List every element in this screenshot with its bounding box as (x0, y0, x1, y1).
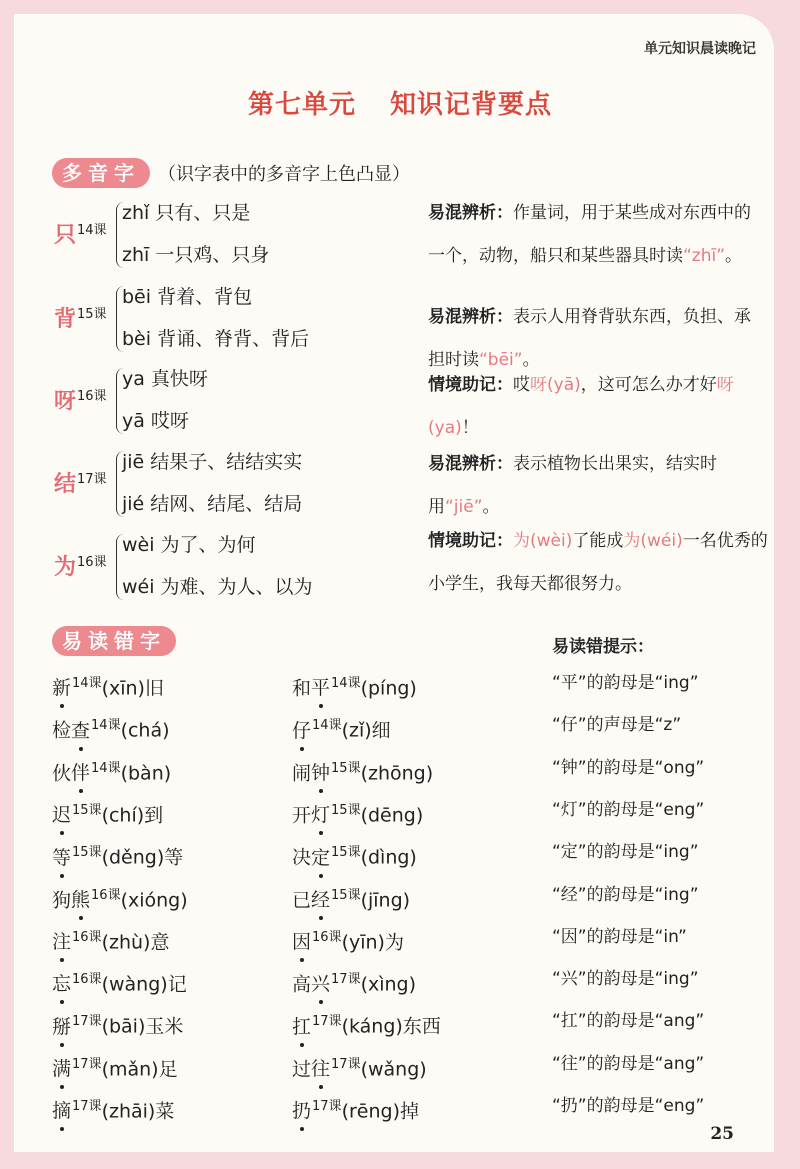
duoyin-char-text: 结 (54, 472, 77, 497)
misread-hint: “兴”的韵母是“ing” (552, 969, 699, 990)
duoyin-char (54, 467, 107, 498)
lesson-tag: 17课 (312, 1099, 342, 1114)
lesson-tag: 14课 (312, 718, 342, 734)
word-key-char: 熊 (71, 885, 90, 912)
word-pinyin: (zhāi) (101, 1100, 156, 1123)
word-pinyin: (dēng) (360, 804, 424, 827)
misread-word (292, 1010, 441, 1038)
misread-word (52, 968, 187, 996)
word-key-char: 灯 (311, 800, 330, 827)
tip-ya (428, 364, 758, 450)
unit-name: 第七单元 (247, 90, 356, 120)
lesson-tag: 16课 (91, 887, 121, 903)
word-key-char: 掰 (52, 1012, 71, 1039)
word-key-char: 迟 (52, 800, 71, 827)
word-key-char: 满 (52, 1054, 71, 1081)
lesson-tag: 15课 (331, 802, 361, 818)
misread-hint: “定”的韵母是“ing” (552, 842, 699, 863)
lesson-tag: 15课 (331, 887, 361, 903)
tip-end: ！ (461, 418, 479, 438)
misread-word (52, 672, 164, 700)
tip-jie (428, 443, 758, 529)
word-prefix: 高 (292, 973, 312, 996)
duoyin-char-text: 呀 (54, 389, 77, 414)
word-pinyin: (zhù) (101, 931, 151, 954)
header-title: 单元知识晨读晚记 (644, 41, 756, 57)
duoyin-reading: ya 真快呀 (122, 368, 208, 390)
word-prefix: 狗 (52, 888, 72, 911)
misread-word (292, 968, 416, 996)
lesson-tag: 17课 (331, 972, 361, 988)
duoyin-reading: wéi 为难、为人、以为 (122, 576, 313, 598)
misread-word (292, 1053, 427, 1081)
lesson-tag: 14课 (77, 222, 107, 238)
tip-pinyin: “bēi” (479, 350, 523, 370)
duoyin-reading: bēi 背着、背包 (122, 286, 253, 308)
word-prefix: 开 (292, 804, 312, 827)
duoyin-char-text: 只 (54, 223, 77, 248)
word-key-char: 往 (311, 1054, 330, 1081)
lesson-tag: 15课 (331, 760, 361, 776)
word-pinyin: (mǎn) (101, 1058, 159, 1081)
misread-word (52, 799, 163, 827)
tip-label: 易混辨析： (428, 203, 513, 223)
word-key-char: 等 (52, 843, 71, 870)
misread-word (52, 714, 170, 742)
duoyin-reading: zhī 一只鸡、只身 (122, 244, 270, 266)
lesson-tag: 17课 (77, 471, 107, 487)
tip-end: 。 (482, 497, 500, 517)
word-suffix: 到 (144, 804, 164, 827)
lesson-tag: 15课 (72, 802, 102, 818)
duoyin-char (54, 384, 107, 415)
word-key-char: 平 (311, 673, 330, 700)
word-key-char: 仔 (292, 716, 311, 743)
word-pinyin: (zhōng) (360, 761, 434, 784)
tip-pinyin: 呀(yā) (530, 375, 581, 395)
misread-word (52, 757, 171, 785)
word-pinyin: (xìng) (360, 973, 417, 996)
word-key-char: 新 (52, 673, 71, 700)
lesson-tag: 17课 (72, 1056, 102, 1072)
word-suffix: 东西 (402, 1015, 441, 1038)
tip-label: 易混辨析： (428, 307, 513, 327)
lesson-tag: 16课 (77, 388, 107, 404)
word-key-char: 因 (292, 927, 311, 954)
tip-end: 。 (522, 350, 540, 370)
misread-hint: “往”的韵母是“ang” (552, 1053, 705, 1074)
tip-zhi (428, 192, 758, 278)
misread-word (52, 884, 188, 912)
duoyin-note: （识字表中的多音字上色凸显） (158, 164, 410, 185)
duoyin-reading: wèi 为了、为何 (122, 534, 256, 556)
word-pinyin: (píng) (360, 677, 417, 700)
tip-end: 。 (725, 246, 743, 266)
word-suffix: 玉米 (145, 1015, 184, 1038)
lesson-tag: 17课 (72, 1099, 102, 1114)
lesson-tag: 17课 (72, 1014, 102, 1030)
lesson-tag: 16课 (312, 929, 342, 945)
yidu-label: 易读错字 (52, 626, 176, 656)
word-pinyin: (wàng) (101, 973, 168, 996)
misread-word (52, 1095, 174, 1123)
lesson-tag: 16课 (72, 972, 102, 988)
word-key-char: 兴 (311, 969, 330, 996)
word-prefix: 检 (52, 719, 72, 742)
word-suffix: 意 (150, 931, 170, 954)
lesson-tag: 15课 (72, 845, 102, 861)
misread-hint: “经”的韵母是“ing” (552, 884, 699, 905)
word-prefix: 决 (292, 846, 312, 869)
word-pinyin: (xīn) (101, 677, 145, 700)
misread-word (292, 884, 410, 912)
unit-topic: 知识记背要点 (390, 90, 553, 120)
unit-title (0, 84, 800, 121)
tip-text: 哎 (513, 375, 530, 395)
word-pinyin: (yīn) (341, 931, 385, 954)
duoyin-char-text: 为 (54, 555, 77, 580)
word-prefix: 和 (292, 677, 312, 700)
misread-word (292, 672, 417, 700)
word-pinyin: (bāi) (101, 1015, 146, 1038)
word-key-char: 扛 (292, 1012, 311, 1039)
misread-word (292, 757, 433, 785)
page-number: 25 (710, 1124, 734, 1144)
duoyin-char (54, 302, 107, 333)
misread-hint: “因”的韵母是“in” (552, 926, 687, 947)
duoyin-label: 多音字 (52, 158, 150, 188)
tip-label: 易混辨析： (428, 454, 513, 474)
word-prefix: 已 (292, 888, 312, 911)
misread-hint: “扛”的韵母是“ang” (552, 1011, 705, 1032)
lesson-tag: 14课 (72, 676, 102, 691)
tip-pinyin: 呀(ya) (428, 375, 734, 438)
tip-wei (428, 520, 768, 606)
duoyin-reading: zhǐ 只有、只是 (122, 202, 251, 224)
tip-pinyin: 为(wèi) (513, 531, 573, 551)
word-key-char: 扔 (292, 1096, 311, 1123)
word-suffix: 掉 (400, 1100, 420, 1123)
word-suffix: 等 (164, 846, 184, 869)
lesson-tag: 15课 (77, 306, 107, 322)
misread-word (52, 1010, 183, 1038)
word-key-char: 忘 (52, 969, 71, 996)
lesson-tag: 16课 (72, 929, 102, 945)
tip-label: 情境助记： (428, 531, 513, 551)
word-key-char: 摘 (52, 1096, 71, 1123)
lesson-tag: 17课 (312, 1014, 342, 1030)
word-pinyin: (rēng) (341, 1100, 400, 1123)
lesson-tag: 14课 (91, 760, 121, 776)
lesson-tag: 16课 (77, 554, 107, 570)
lesson-tag: 17课 (331, 1056, 361, 1072)
word-pinyin: (děng) (101, 846, 165, 869)
word-pinyin: (chí) (101, 804, 145, 827)
word-pinyin: (chá) (120, 719, 170, 742)
tip-pinyin: 为(wéi) (623, 531, 683, 551)
duoyin-reading: yā 哎呀 (122, 410, 189, 432)
word-suffix: 记 (167, 973, 187, 996)
word-pinyin: (xióng) (120, 888, 188, 911)
misread-word (292, 926, 404, 954)
duoyin-reading: bèi 背诵、脊背、背后 (122, 328, 310, 350)
tip-text: ，这可怎么办才好 (580, 375, 717, 395)
tip-text: 表示植物长出果实，结实时用 (428, 454, 717, 517)
duoyin-reading: jiē 结果子、结结实实 (122, 451, 303, 473)
word-pinyin: (wǎng) (360, 1058, 427, 1081)
word-key-char: 伴 (71, 758, 90, 785)
misread-word (292, 799, 423, 827)
tip-text: 作量词，用于某些成对东西中的一个，动物，船只和某些器具时读 (428, 203, 751, 266)
duoyin-char-text: 背 (54, 307, 77, 332)
tip-text: 一名优秀的小学生，我每天都很努力。 (428, 531, 768, 594)
word-suffix: 为 (384, 931, 404, 954)
misread-word (292, 841, 417, 869)
word-key-char: 定 (311, 843, 330, 870)
word-key-char: 注 (52, 927, 71, 954)
tip-text: 表示人用脊背驮东西，负担、承担时读 (428, 307, 751, 370)
tip-pinyin: “zhī” (683, 246, 726, 266)
tip-text: 了能成 (572, 531, 624, 551)
tip-pinyin: “jiē” (445, 497, 483, 517)
misread-word (292, 714, 391, 742)
word-prefix: 过 (292, 1058, 312, 1081)
tip-label: 情境助记： (428, 375, 513, 395)
yidu-header (52, 626, 176, 656)
misread-word (52, 1053, 178, 1081)
misread-word (52, 926, 169, 954)
word-pinyin: (káng) (341, 1015, 403, 1038)
misread-hint: “平”的韵母是“ing” (552, 673, 699, 693)
word-key-char: 经 (311, 885, 330, 912)
duoyin-char (54, 218, 107, 249)
misread-hint: “扔”的韵母是“eng” (552, 1096, 705, 1116)
word-key-char: 钟 (311, 758, 330, 785)
word-pinyin: (bàn) (120, 761, 172, 784)
word-suffix: 旧 (144, 677, 164, 700)
hint-title: 易读错提示： (552, 637, 654, 657)
word-pinyin: (zǐ) (341, 719, 372, 742)
misread-hint: “仔”的声母是“z” (552, 715, 682, 736)
word-pinyin: (dìng) (360, 846, 417, 869)
word-suffix: 足 (158, 1058, 178, 1081)
lesson-tag: 14课 (331, 676, 361, 691)
misread-word (52, 841, 183, 869)
duoyin-header (52, 158, 410, 188)
misread-hint: “灯”的韵母是“eng” (552, 799, 705, 820)
word-prefix: 伙 (52, 761, 72, 784)
misread-hint: “钟”的韵母是“ong” (552, 757, 705, 778)
lesson-tag: 14课 (91, 718, 121, 734)
word-suffix: 菜 (155, 1100, 175, 1123)
lesson-tag: 15课 (331, 845, 361, 861)
word-pinyin: (jīng) (360, 888, 411, 911)
misread-word (292, 1095, 419, 1123)
duoyin-char (54, 550, 107, 581)
word-prefix: 闹 (292, 761, 312, 784)
word-key-char: 查 (71, 716, 90, 743)
word-suffix: 细 (371, 719, 391, 742)
duoyin-reading: jié 结网、结尾、结局 (122, 493, 303, 515)
